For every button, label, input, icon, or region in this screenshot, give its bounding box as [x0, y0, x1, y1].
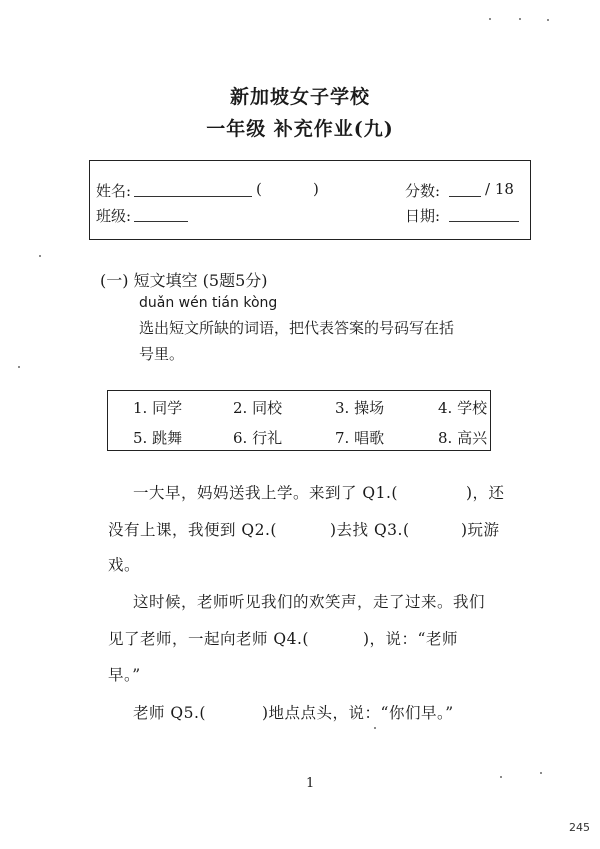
instruction-line-1: 选出短文所缺的词语，把代表答案的号码写在括 [139, 319, 455, 337]
scan-speck [374, 727, 376, 729]
score-label: 分数: [405, 182, 441, 200]
passage-p1-line1-b: )，还 [466, 484, 505, 502]
class-field[interactable] [134, 207, 188, 222]
scan-speck [18, 366, 20, 368]
score-field[interactable] [449, 182, 481, 197]
scan-speck [540, 772, 542, 774]
word-option-2: 2. 同校 [233, 399, 283, 417]
scan-speck [500, 776, 502, 778]
name-paren-close: ) [313, 180, 319, 198]
word-option-1: 1. 同学 [133, 399, 183, 417]
passage-p1-line1-a: 一大早，妈妈送我上学。来到了 Q1.( [133, 484, 398, 502]
word-option-5: 5. 跳舞 [133, 429, 183, 447]
passage-p2-line2-a: 见了老师，一起向老师 Q4.( [108, 630, 309, 648]
date-field[interactable] [449, 207, 519, 222]
section-heading: (一) 短文填空 (5题5分) [100, 271, 268, 290]
scan-speck [39, 255, 41, 257]
section-pinyin: duǎn wén tián kòng [139, 295, 278, 311]
passage-p1-line2-b: )去找 Q3.( [330, 521, 410, 539]
passage-p3-line1-b: )地点点头，说：“你们早。” [262, 704, 454, 722]
passage-p2-line3: 早。” [108, 666, 141, 684]
word-option-4: 4. 学校 [438, 399, 488, 417]
passage-p2-line2-b: )，说：“老师 [363, 630, 458, 648]
passage-p3-line1-a: 老师 Q5.( [133, 704, 206, 722]
scan-speck [519, 18, 521, 20]
score-total: / 18 [485, 180, 514, 198]
name-field[interactable] [134, 182, 252, 197]
scan-speck [547, 19, 549, 21]
passage-p1-line2-a: 没有上课，我便到 Q2.( [108, 521, 277, 539]
page-number: 1 [306, 776, 315, 791]
passage-p1-line3: 戏。 [108, 556, 141, 574]
class-label: 班级: [96, 207, 132, 225]
passage-p1-line2-c: )玩游 [461, 521, 500, 539]
school-title: 新加坡女子学校 [229, 86, 370, 108]
passage-p2-line1: 这时候，老师听见我们的欢笑声，走了过来。我们 [133, 593, 486, 611]
word-option-8: 8. 高兴 [438, 429, 488, 447]
instruction-line-2: 号里。 [139, 345, 185, 363]
word-option-7: 7. 唱歌 [335, 429, 385, 447]
corner-page-number: 245 [569, 821, 590, 834]
date-label: 日期: [405, 207, 441, 225]
word-option-3: 3. 操场 [335, 399, 385, 417]
worksheet-subtitle: 一年级 补充作业(九) [206, 118, 394, 140]
name-paren-open: ( [256, 180, 262, 198]
name-label: 姓名: [96, 182, 132, 200]
scan-speck [489, 18, 491, 20]
word-option-6: 6. 行礼 [233, 429, 283, 447]
student-info-box [89, 160, 531, 240]
